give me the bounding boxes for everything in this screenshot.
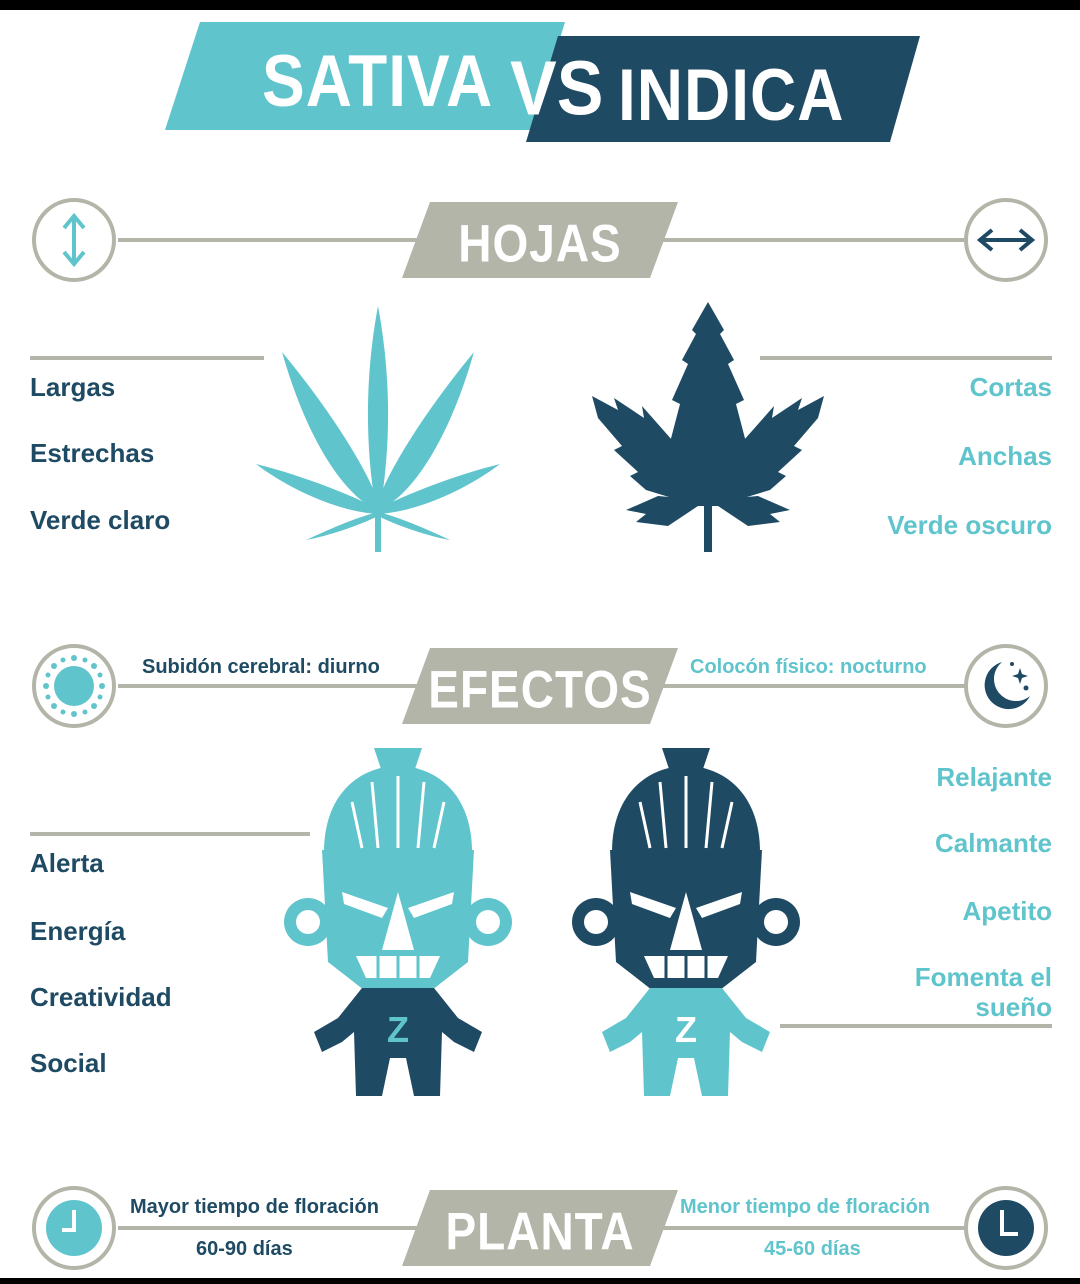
- title-sativa: SATIVA: [262, 39, 494, 122]
- efectos-right-caption: Colocón físico: nocturno: [690, 656, 927, 678]
- clock-icon: [968, 1190, 1044, 1266]
- efectos-right-circle: [964, 644, 1048, 728]
- efectos-left-circle: [32, 644, 116, 728]
- sativa-leaf-trait-2: Estrechas: [30, 438, 155, 468]
- efectos-sativa-line: [30, 832, 310, 836]
- clock-icon: [36, 1190, 112, 1266]
- top-border: [0, 0, 1080, 10]
- sativa-figure-letter: Z: [387, 1009, 409, 1050]
- sativa-leaf-trait-3: Verde claro: [30, 505, 171, 535]
- sativa-effect-2: Energía: [30, 916, 126, 946]
- bottom-border: [0, 1278, 1080, 1284]
- moon-stars-icon: [968, 648, 1044, 724]
- sativa-effect-1: Alerta: [30, 848, 104, 878]
- indica-leaf-trait-2: Anchas: [958, 441, 1052, 471]
- planta-left-caption: Mayor tiempo de floración: [130, 1196, 379, 1218]
- horizontal-arrows-icon: [968, 202, 1044, 278]
- sativa-effect-4: Social: [30, 1048, 107, 1078]
- sun-icon: [36, 648, 112, 724]
- indica-leaf-trait-3: Verde oscuro: [887, 510, 1052, 540]
- planta-left-circle: [32, 1186, 116, 1270]
- hojas-label: HOJAS: [458, 213, 622, 273]
- planta-left-days: 60-90 días: [196, 1238, 293, 1260]
- hojas-right-circle: [964, 198, 1048, 282]
- sativa-leaf-icon: [250, 300, 510, 555]
- hojas-left-circle: [32, 198, 116, 282]
- planta-right-circle: [964, 1186, 1048, 1270]
- indica-effect-3: Apetito: [962, 896, 1052, 926]
- indica-leaf-trait-1: Cortas: [969, 372, 1052, 402]
- indica-effect-4b: sueño: [975, 992, 1052, 1022]
- vertical-arrows-icon: [36, 202, 112, 278]
- planta-right-days: 45-60 días: [764, 1238, 861, 1260]
- efectos-label: EFECTOS: [428, 659, 652, 719]
- hojas-sativa-line: [30, 356, 264, 360]
- indica-leaf-icon: [588, 300, 828, 555]
- sativa-effect-3: Creatividad: [30, 982, 172, 1012]
- indica-effect-2: Calmante: [934, 828, 1052, 858]
- sativa-leaf-trait-1: Largas: [30, 372, 116, 402]
- planta-right-caption: Menor tiempo de floración: [680, 1196, 931, 1218]
- indica-effect-4a: Fomenta el: [914, 962, 1052, 992]
- indica-figure-letter: Z: [675, 1009, 697, 1050]
- title-indica: INDICA: [618, 53, 845, 136]
- efectos-left-caption: Subidón cerebral: diurno: [142, 656, 380, 678]
- planta-label: PLANTA: [445, 1201, 635, 1261]
- efectos-indica-line: [780, 1024, 1052, 1028]
- title-vs: VS: [510, 45, 604, 131]
- sativa-tiki-figure-icon: [282, 742, 514, 1102]
- indica-tiki-figure-icon: [570, 742, 802, 1102]
- indica-effect-1: Relajante: [936, 762, 1052, 792]
